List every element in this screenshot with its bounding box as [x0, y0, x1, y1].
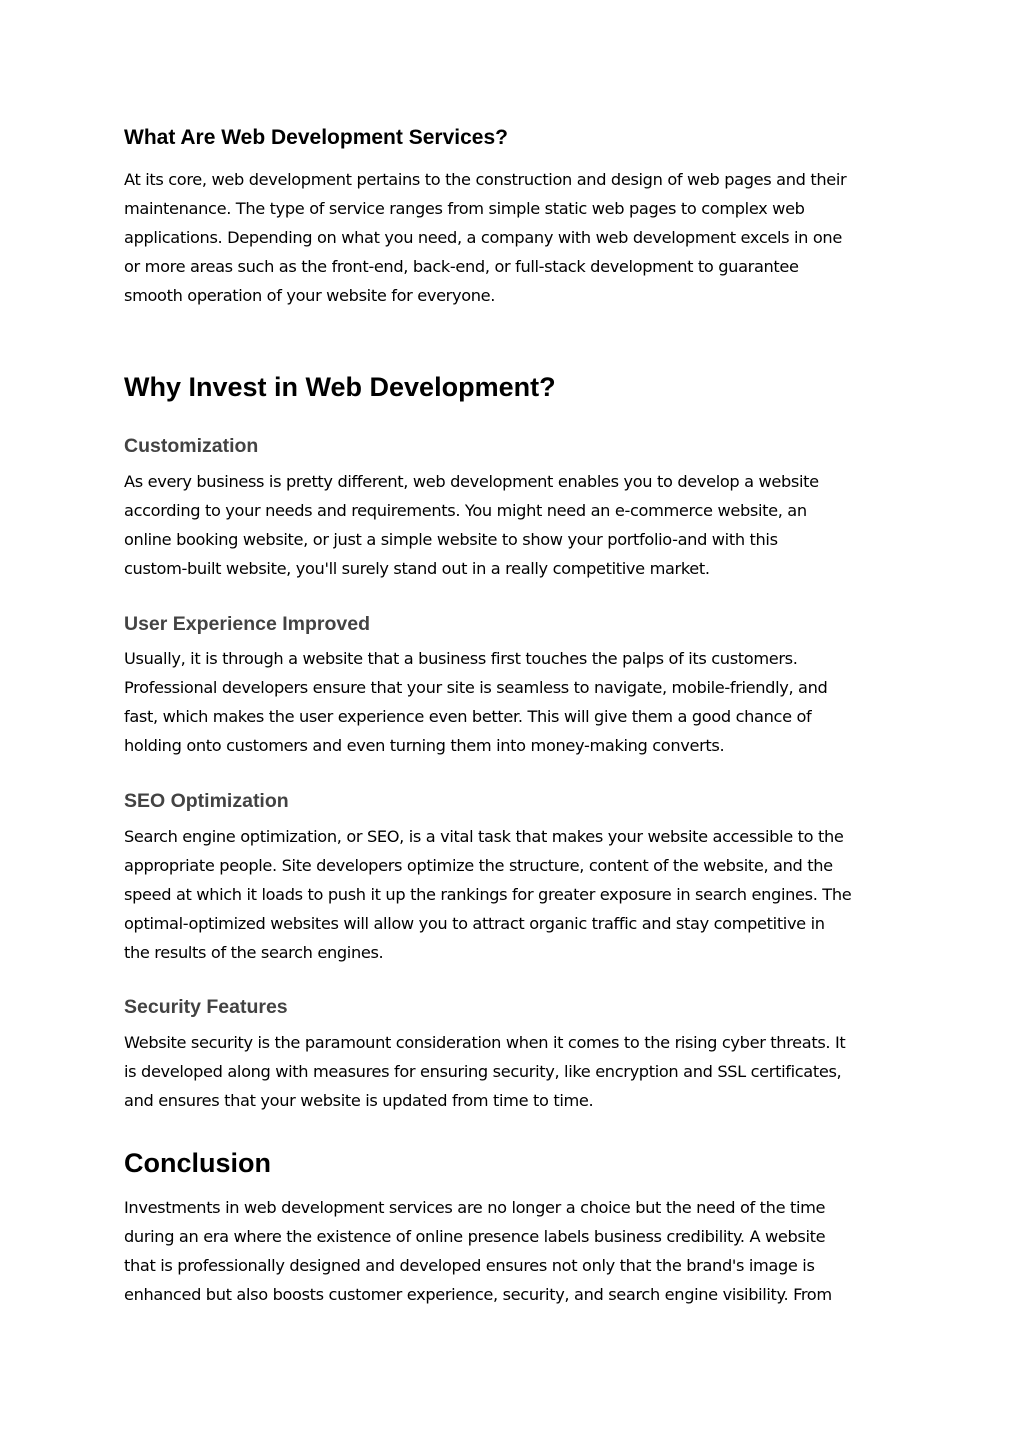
- section-heading-conclusion: Conclusion: [124, 1148, 271, 1178]
- section-body-conclusion: Investments in web development services are no longer a choice but the need of the time during an era where the existence of online presence labels business credibility. A website that is professionally designed and developed ensures not only that the brand's image is enhanced but also boosts customer experience, security, and search engine visibility. From: [124, 1198, 832, 1304]
- body-seo: Search engine optimization, or SEO, is a vital task that makes your website accessible to the appropriate people. Site developers optimize the structure, content of the website, and the speed at which it loads to push it up the rankings for greater exposure in search engines. The optimal-optimized websites will allow you to attract organic traffic and stay competitive in the results of the search engines.: [124, 827, 852, 962]
- subheading-user-experience: User Experience Improved: [124, 613, 371, 635]
- subheading-seo: SEO Optimization: [124, 790, 289, 812]
- section-body-what-are: At its core, web development pertains to the construction and design of web pages and their maintenance. The type of service ranges from simple static web pages to complex web applications. Depending on what you need, a company with web development excels in one or more areas such as the front-end, back-end, or full-stack development to guarantee smooth operation of your website for everyone.: [124, 170, 847, 305]
- body-user-experience: Usually, it is through a website that a business first touches the palps of its customers. Professional developers ensure that your site is seamless to navigate, mobile-friendly, and fast, which makes the user experience even better. This will give them a good chance of holding onto customers and even turning them into money-making converts.: [124, 649, 828, 755]
- section-heading-why-invest: Why Invest in Web Development?: [124, 372, 556, 402]
- subheading-security: Security Features: [124, 996, 288, 1018]
- body-customization: As every business is pretty different, web development enables you to develop a website according to your needs and requirements. You might need an e-commerce website, an online booking website, or just a simple website to show your portfolio-and with this custom-built website, you'll surely stand out in a really competitive market.: [124, 472, 819, 578]
- section-heading-what-are: What Are Web Development Services?: [124, 126, 508, 149]
- body-security: Website security is the paramount consideration when it comes to the rising cyber threats. It is developed along with measures for ensuring security, like encryption and SSL certificates, and ensures that your website is updated from time to time.: [124, 1033, 846, 1110]
- subheading-customization: Customization: [124, 435, 259, 457]
